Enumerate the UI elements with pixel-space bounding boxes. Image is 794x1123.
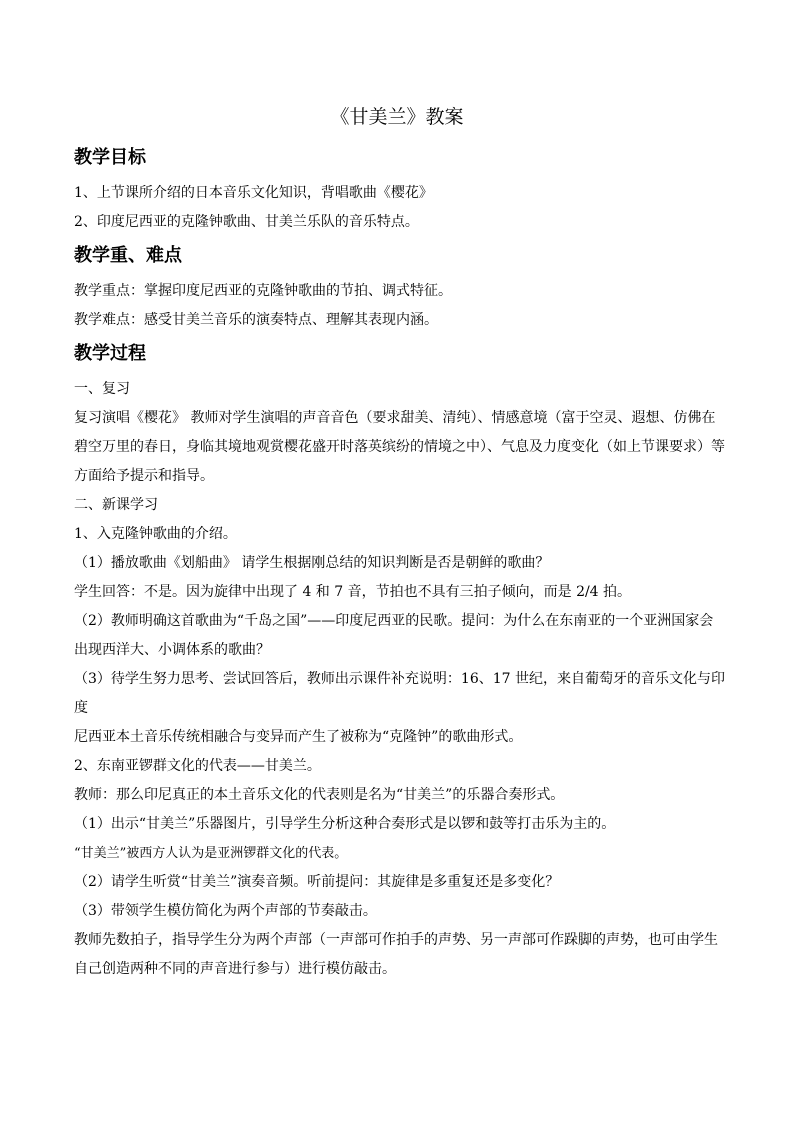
section-heading-goals: 教学目标 (74, 147, 146, 168)
section-heading-key-points: 教学重、难点 (74, 245, 182, 266)
process-line: 碧空万里的春日，身临其境地观赏樱花盛开时落英缤纷的情境之中）、气息及力度变化（如上节课要求）等 (74, 439, 725, 455)
process-line: 出现西洋大、小调体系的歌曲？ (74, 642, 270, 658)
process-line: （3）待学生努力思考、尝试回答后，教师出示课件补充说明：16、17 世纪，来自葡萄牙的音乐文化与印度 (74, 671, 725, 716)
process-line: 尼西亚本土音乐传统相融合与变异而产生了被称为“克隆钟”的歌曲形式。 (74, 729, 523, 745)
process-line: （1）播放歌曲《划船曲》 请学生根据刚总结的知识判断是否是朝鲜的歌曲？ (74, 555, 550, 571)
key-point-item: 教学重点：掌握印度尼西亚的克隆钟歌曲的节拍、调式特征。 (74, 283, 452, 299)
process-line: 学生回答：不是。因为旋律中出现了 4 和 7 音，节拍也不具有三拍子倾向，而是 2/4 拍。 (74, 584, 632, 600)
section-heading-process: 教学过程 (74, 343, 146, 364)
process-line: 复习演唱《樱花》 教师对学生演唱的声音音色（要求甜美、清纯）、情感意境（富于空灵、遐想、仿佛在 (74, 410, 716, 426)
goal-item: 1、上节课所介绍的日本音乐文化知识，背唱歌曲《樱花》 (74, 185, 433, 201)
process-line: （2）教师明确这首歌曲为“千岛之国”——印度尼西亚的民歌。提问：为什么在东南亚的一个亚洲国家会 (74, 613, 714, 629)
process-line: 二、新课学习 (74, 497, 158, 513)
process-line: 教师先数拍子，指导学生分为两个声部（一声部可作拍手的声势、另一声部可作跺脚的声势，也可由学生 (74, 932, 718, 948)
key-point-item: 教学难点：感受甘美兰音乐的演奏特点、理解其表现内涵。 (74, 312, 438, 328)
goal-item: 2、印度尼西亚的克隆钟歌曲、甘美兰乐队的音乐特点。 (74, 214, 419, 230)
process-line: 1、入克隆钟歌曲的介绍。 (74, 526, 237, 542)
process-line: “甘美兰”被西方人认为是亚洲锣群文化的代表。 (74, 846, 348, 861)
process-line: （1）出示“甘美兰”乐器图片，引导学生分析这种合奏形式是以锣和鼓等打击乐为主的。 (74, 816, 616, 832)
process-line: 方面给予提示和指导。 (74, 468, 214, 484)
process-line: 一、复习 (74, 381, 130, 397)
process-line: （3）带领学生模仿简化为两个声部的节奏敲击。 (74, 903, 377, 919)
process-line: （2）请学生听赏“甘美兰”演奏音频。听前提问：其旋律是多重复还是多变化？ (74, 874, 560, 890)
process-line: 教师：那么印尼真正的本土音乐文化的代表则是名为“甘美兰”的乐器合奏形式。 (74, 787, 565, 803)
document-body (74, 145, 734, 984)
document-title: 《甘美兰》教案 (330, 106, 464, 128)
process-line: 自己创造两种不同的声音进行参与）进行模仿敲击。 (74, 961, 396, 977)
process-line: 2、东南亚锣群文化的代表——甘美兰。 (74, 758, 321, 774)
